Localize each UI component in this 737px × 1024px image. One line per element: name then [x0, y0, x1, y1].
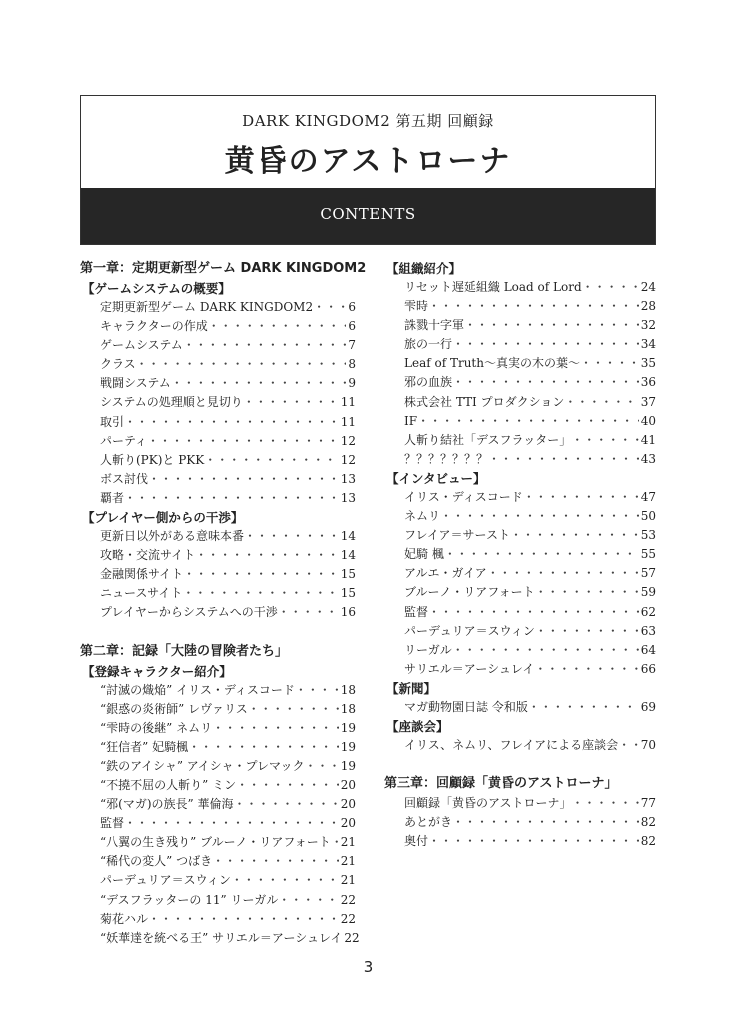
section-heading: 【座談会】: [386, 718, 449, 734]
toc-entry: [80, 527, 356, 546]
toc-entry: [80, 681, 356, 700]
toc-entry-page: 47: [640, 489, 656, 504]
toc-entry-title: ゲームシステム: [100, 338, 183, 353]
toc-entry-title: “雫時の後継” ネムリ: [100, 720, 213, 735]
toc-entry-page: 37: [640, 394, 656, 409]
toc-entry-page: 24: [640, 280, 656, 294]
toc-entry-title: ニュースサイト: [100, 586, 183, 601]
toc-entry: [384, 412, 656, 431]
toc-entry-title: 旅の一行: [404, 337, 453, 352]
toc-entry: [384, 583, 656, 602]
toc-entry-page: 50: [640, 509, 656, 524]
dot-leader: [331, 833, 339, 852]
toc-entry-page: 41: [640, 432, 656, 447]
dot-leader: [487, 564, 639, 583]
toc-entry-page: 82: [640, 834, 656, 849]
toc-entry-page: 13: [340, 490, 356, 505]
toc-entry-page: 21: [340, 854, 356, 869]
spacer: [384, 755, 656, 774]
dot-leader: [278, 603, 339, 622]
spacer: [80, 623, 356, 642]
toc-entry: [80, 393, 356, 412]
toc-entry: [384, 794, 656, 813]
toc-entry-page: 35: [640, 356, 656, 371]
toc-entry-page: 15: [340, 567, 356, 582]
dot-leader: [182, 584, 338, 603]
toc-entry-page: 20: [340, 816, 356, 831]
toc-entry-page: 55: [640, 547, 656, 562]
toc-entry-page: 7: [348, 338, 356, 353]
dot-leader: [295, 681, 339, 700]
toc-entry-title: あとがき: [404, 815, 453, 830]
toc-entry: [384, 660, 656, 679]
toc-entry: [80, 546, 356, 565]
toc-entry-title: マガ動物園日誌 令和版: [404, 699, 528, 714]
toc-entry-page: 69: [640, 699, 656, 714]
page-number: 3: [363, 958, 374, 976]
toc-entry-title: 戦闘システム: [100, 376, 171, 391]
toc-entry-title: 株式会社 TTI プロダクション: [404, 394, 565, 409]
dot-leader: [124, 814, 339, 833]
toc-entry-title: 邪の血族: [404, 375, 453, 390]
toc-entry-title: キャラクターの作成: [100, 319, 208, 334]
toc-entry-page: 6: [348, 319, 356, 334]
dot-leader: [564, 393, 638, 412]
toc-entry-page: 22: [340, 911, 356, 926]
toc-entry-title: ブルーノ・リアフォート: [404, 585, 535, 600]
toc-entry-title: “鉄のアイシャ” アイシャ・プレマック: [100, 758, 305, 773]
toc-entry: [384, 832, 656, 851]
toc-entry: [80, 584, 356, 603]
toc-entry-page: 62: [640, 604, 656, 619]
chapter-heading: 第三章：回顧録「黄昏のアストローナ」: [384, 776, 618, 792]
toc-entry-page: 12: [340, 433, 356, 448]
dot-leader: [618, 736, 639, 755]
toc-entry: [80, 413, 356, 432]
toc-entry-title: パーデュリア＝スウィン: [404, 623, 535, 638]
toc-entry-title: 定期更新型ゲーム DARK KINGDOM2: [100, 300, 314, 314]
toc-entry-page: 19: [340, 720, 356, 735]
dot-leader: [231, 871, 339, 890]
dot-leader: [148, 910, 339, 929]
toc-entry-page: 18: [340, 701, 356, 716]
section-heading: 【プレイヤー側からの干渉】: [82, 510, 244, 526]
toc-entry: [384, 698, 656, 717]
toc-entry-title: 取引: [100, 414, 125, 429]
dot-leader: [212, 852, 339, 871]
toc-entry-title: ？？？？？？？: [404, 451, 489, 466]
toc-entry-title: 覇者: [100, 490, 125, 505]
toc-entry: [80, 776, 356, 795]
dot-leader: [444, 545, 639, 564]
dot-leader: [488, 450, 639, 469]
toc-entry-title: パーティ: [100, 433, 148, 448]
title-box: [80, 95, 656, 245]
dot-leader: [233, 795, 338, 814]
toc-entry: [80, 929, 360, 948]
dot-leader: [204, 451, 338, 470]
toc-entry: [80, 700, 356, 719]
contents-band: CONTENTS: [81, 188, 655, 244]
toc-entry: [80, 852, 356, 871]
dot-leader: [124, 489, 339, 508]
toc-entry-title: イリス・ディスコード: [404, 489, 523, 504]
toc-entry-title: 雫時: [404, 299, 429, 314]
toc-entry-page: 70: [640, 737, 656, 752]
toc-entry-page: 32: [640, 318, 656, 333]
dot-leader: [580, 354, 639, 373]
toc-entry-page: 14: [340, 529, 356, 544]
toc-entry-page: 21: [340, 835, 356, 850]
dot-leader: [183, 565, 339, 584]
section-heading: 【新聞】: [386, 680, 437, 696]
chapter-heading: 第一章：定期更新型ゲーム DARK KINGDOM2: [80, 261, 367, 276]
toc-entry: [384, 278, 656, 297]
toc-left-column: [80, 259, 367, 948]
toc-entry-title: リセット遅延組織 Load of Lord: [404, 280, 582, 294]
toc-entry: [384, 393, 656, 412]
toc-entry-page: 11: [340, 395, 356, 410]
toc-entry: [80, 814, 356, 833]
toc-entry-title: “狂信者” 妃騎楓: [100, 739, 189, 754]
dot-leader: [534, 660, 638, 679]
dot-leader: [523, 488, 639, 507]
dot-leader: [571, 431, 638, 450]
toc-entry: [80, 336, 356, 355]
toc-entry: [384, 373, 656, 392]
toc-entry: [384, 316, 656, 335]
dot-leader: [148, 470, 339, 489]
dot-leader: [208, 317, 347, 336]
section-heading: 【ゲームシステムの概要】: [82, 281, 231, 296]
toc-entry: [384, 641, 656, 660]
toc-entry-title: “邪(マガ)の族長” 華倫海: [100, 797, 234, 812]
toc-entry-title: リーガル: [404, 642, 452, 657]
toc-entry-page: 19: [340, 739, 356, 754]
dot-leader: [243, 393, 339, 412]
toc-entry-page: 6: [348, 300, 356, 314]
dot-leader: [278, 891, 339, 910]
page-title: 黄昏のアストローナ: [224, 144, 512, 179]
toc-entry-page: 82: [640, 815, 656, 830]
toc-entry-title: “八翼の生き残り” ブルーノ・リアフォート: [100, 835, 331, 850]
dot-leader: [248, 700, 339, 719]
toc-entry: [80, 910, 356, 929]
dot-leader: [417, 412, 639, 431]
toc-entry: [80, 738, 356, 757]
toc-entry: [80, 871, 356, 890]
toc-entry-title: 妃騎 楓: [404, 547, 444, 562]
toc-entry-title: “銀惑の炎術師” レヴァリス: [100, 701, 248, 716]
dot-leader: [440, 507, 639, 526]
toc-entry-page: 9: [348, 376, 356, 391]
toc-entry: [80, 355, 356, 374]
dot-leader: [535, 622, 639, 641]
toc-entry-title: “妖華達を統べる王” サリエル＝アーシュレイ: [100, 930, 343, 945]
toc-entry-title: 更新日以外がある意味本番: [100, 529, 245, 544]
toc-entry-page: 14: [340, 548, 356, 563]
dot-leader: [528, 698, 639, 717]
section-heading: 【登録キャラクター紹介】: [82, 663, 232, 679]
toc-entry-page: 64: [640, 642, 656, 657]
toc-entry-page: 21: [340, 873, 356, 888]
toc-entry-title: システムの処理順と見切り: [100, 395, 243, 410]
dot-leader: [452, 373, 639, 392]
toc-entry-page: 28: [640, 299, 656, 314]
toc-entry: [80, 795, 356, 814]
toc-entry-title: 菊花ハル: [100, 911, 149, 926]
toc-entry-title: ネムリ: [404, 509, 441, 524]
toc-entry-page: 34: [640, 337, 656, 352]
dot-leader: [124, 413, 339, 432]
toc-entry: [384, 526, 656, 545]
dot-leader: [244, 527, 339, 546]
toc-entry-title: Leaf of Truth～真実の木の葉～: [404, 356, 580, 371]
toc-entry-title: 攻略・交流サイト: [100, 548, 196, 563]
toc-entry: [80, 470, 356, 489]
dot-leader: [147, 432, 339, 451]
toc-entry-title: クラス: [100, 357, 136, 372]
dot-leader: [313, 298, 346, 317]
toc-entry-title: “不撓不屈の人斬り” ミン: [100, 777, 237, 792]
toc-entry-title: フレイア＝サースト: [404, 528, 510, 543]
toc-entry: [384, 736, 656, 755]
dot-leader: [452, 335, 639, 354]
toc-entry-title: 金融関係サイト: [100, 567, 184, 582]
toc-entry: [80, 374, 356, 393]
section-heading: 【組織紹介】: [386, 261, 462, 276]
toc-entry: [384, 603, 656, 622]
toc-entry-title: 回顧録「黄昏のアストローナ」: [404, 796, 572, 811]
toc-entry-page: 36: [640, 375, 656, 390]
dot-leader: [188, 738, 339, 757]
toc-entry-title: 監督: [100, 816, 125, 831]
toc-entry: [80, 451, 356, 470]
toc-entry: [384, 431, 656, 450]
toc-entry-title: 奥付: [404, 834, 429, 849]
dot-leader: [305, 757, 339, 776]
toc-entry: [384, 450, 656, 469]
toc-entry: [384, 622, 656, 641]
section-heading: 【インタビュー】: [386, 470, 486, 486]
toc-right-column: [384, 259, 656, 851]
toc-entry: [384, 488, 656, 507]
toc-entry-page: 66: [640, 661, 656, 676]
toc-entry-page: 11: [340, 414, 356, 429]
toc-entry-title: 人斬り(PK)と PKK: [100, 452, 205, 467]
toc-entry-title: パーデュリア＝スウィン: [100, 873, 231, 888]
toc-entry: [80, 757, 356, 776]
toc-entry: [384, 564, 656, 583]
dot-leader: [171, 374, 347, 393]
toc-entry: [384, 507, 656, 526]
dot-leader: [510, 526, 639, 545]
toc-entry: [80, 891, 356, 910]
toc-entry: [80, 432, 356, 451]
toc-entry: [80, 833, 356, 852]
dot-leader: [183, 336, 347, 355]
toc-entry: [80, 603, 356, 622]
toc-entry-page: 22: [340, 892, 356, 907]
toc-entry: [80, 719, 356, 738]
toc-entry-page: 12: [340, 452, 356, 467]
subtitle: DARK KINGDOM2 第五期 回顧録: [242, 112, 494, 130]
toc-entry-title: “稀代の変人” つばき: [100, 854, 213, 869]
toc-entry-title: イリス、ネムリ、フレイアによる座談会: [404, 737, 619, 752]
toc-entry: [80, 298, 356, 317]
chapter-heading: 第二章：記録「大陸の冒険者たち」: [80, 643, 289, 659]
toc-entry: [384, 545, 656, 564]
toc-entry-page: 13: [340, 471, 356, 486]
dot-leader: [582, 278, 639, 297]
dot-leader: [452, 813, 639, 832]
toc-entry-page: 16: [340, 605, 356, 620]
toc-entry: [384, 354, 656, 373]
toc-entry-page: 63: [640, 623, 656, 638]
toc-entry-page: 19: [340, 758, 356, 773]
toc-entry-page: 59: [640, 585, 656, 600]
toc-entry-title: 監督: [404, 604, 429, 619]
toc-entry: [80, 565, 356, 584]
toc-entry-page: 18: [340, 682, 356, 697]
toc-entry: [384, 297, 656, 316]
toc-entry: [384, 335, 656, 354]
dot-leader: [236, 776, 339, 795]
toc-entry-title: “デスフラッターの 11” リーガル: [100, 892, 279, 907]
dot-leader: [428, 603, 639, 622]
toc-entry-title: プレイヤーからシステムへの干渉: [100, 605, 278, 620]
dot-leader: [428, 832, 639, 851]
toc-entry-title: 誅戮十字軍: [404, 318, 465, 333]
dot-leader: [572, 794, 639, 813]
toc-entry-page: 8: [348, 357, 356, 372]
toc-entry-page: 40: [640, 413, 656, 428]
toc-entry: [384, 813, 656, 832]
toc-entry: [80, 489, 356, 508]
dot-leader: [136, 355, 347, 374]
toc-entry-title: サリエル＝アーシュレイ: [404, 661, 535, 676]
toc-entry-page: 22: [344, 930, 360, 945]
dot-leader: [464, 316, 639, 335]
toc-entry-title: 人斬り結社「デスフラッター」: [404, 432, 572, 447]
toc-entry-page: 57: [640, 566, 656, 581]
dot-leader: [452, 641, 639, 660]
toc-entry-title: アルエ・ガイア: [404, 566, 487, 581]
toc-entry-page: 43: [640, 451, 656, 466]
toc-entry: [80, 317, 356, 336]
dot-leader: [428, 297, 639, 316]
toc-entry-page: 53: [640, 528, 656, 543]
dot-leader: [195, 546, 339, 565]
toc-entry-title: ボス討伐: [100, 471, 149, 486]
toc-entry-title: “討滅の熾焔” イリス・ディスコード: [100, 682, 295, 697]
toc-entry-page: 77: [640, 796, 656, 811]
dot-leader: [535, 583, 639, 602]
toc-entry-page: 15: [340, 586, 356, 601]
dot-leader: [212, 719, 339, 738]
toc-entry-page: 20: [340, 797, 356, 812]
toc-entry-page: 20: [340, 777, 356, 792]
toc-entry-title: IF: [404, 413, 418, 428]
